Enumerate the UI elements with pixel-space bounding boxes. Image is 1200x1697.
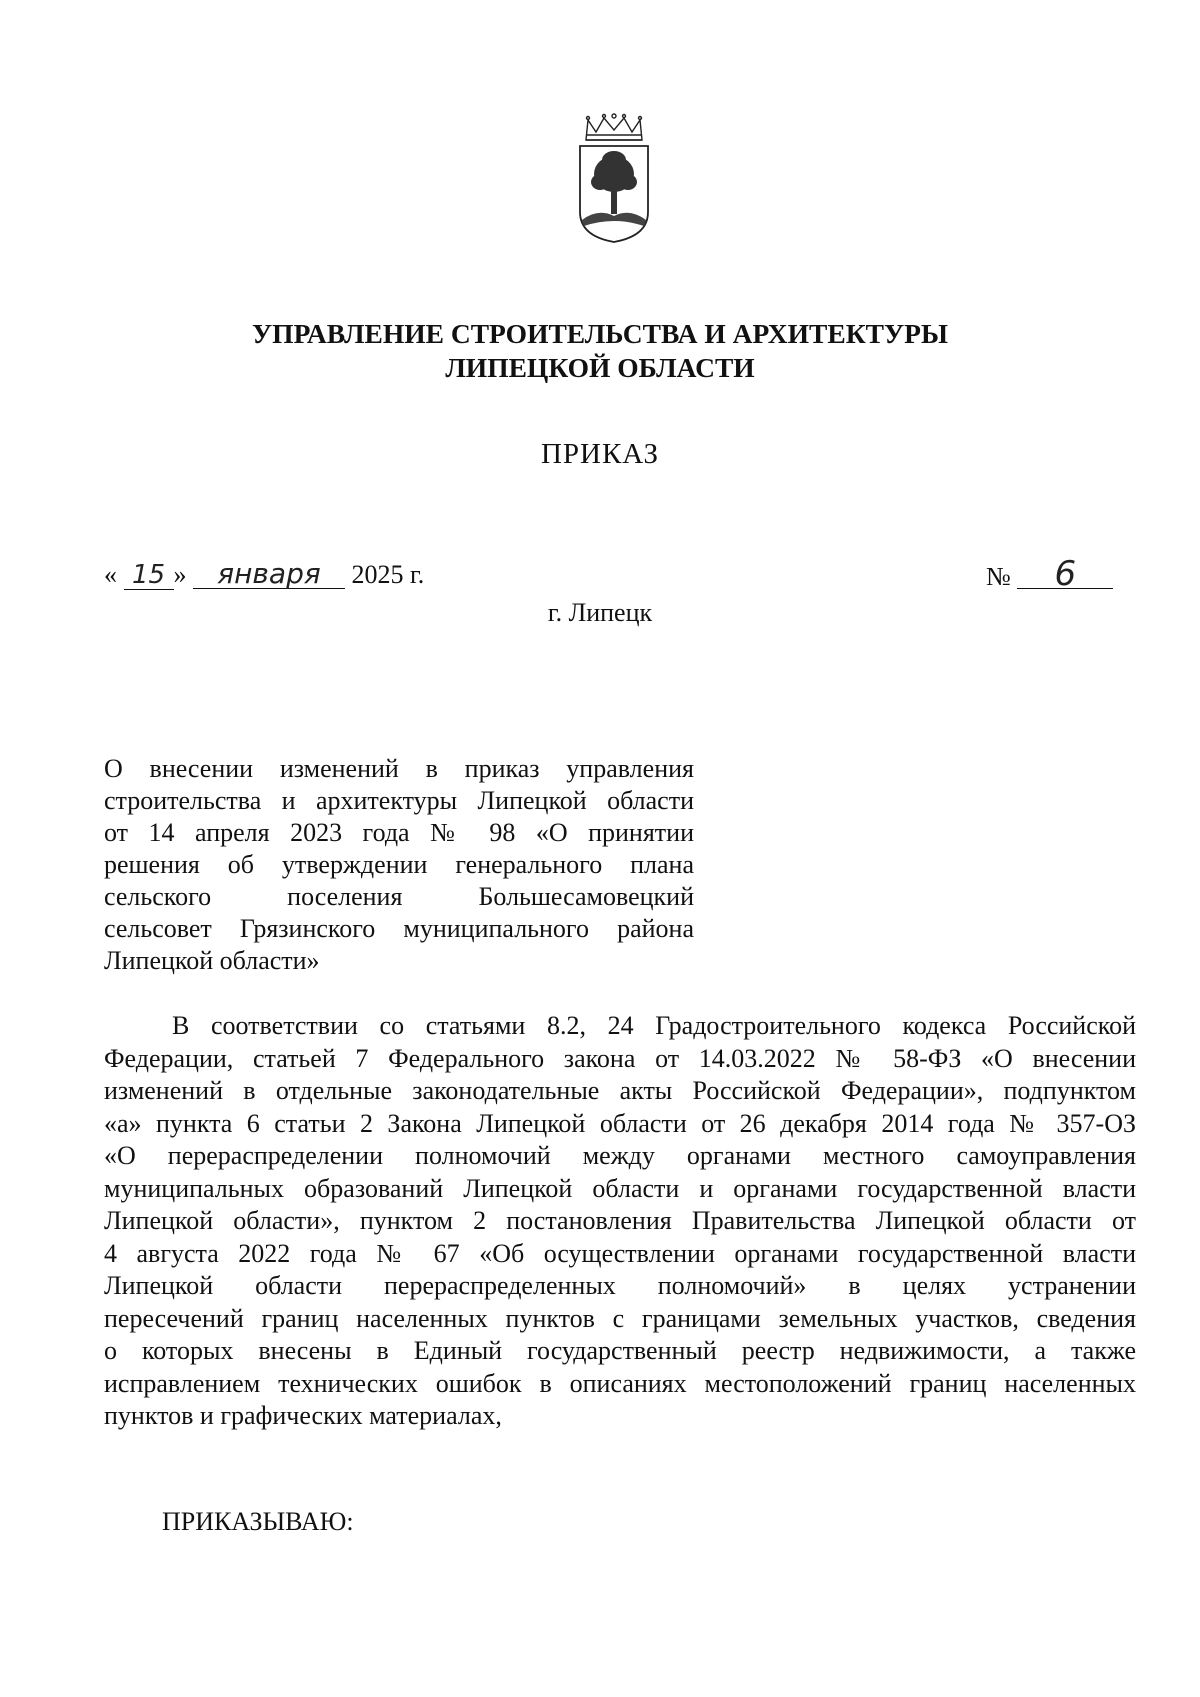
body-line: 4 августа 2022 года № 67 «Об осуществлении органами государственной власти	[104, 1238, 1136, 1268]
date-day-handwritten: 15	[124, 561, 174, 590]
order-word: ПРИКАЗЫВАЮ:	[162, 1507, 354, 1536]
body-line: исправлением технических ошибок в описаниях местоположений границ населенных	[104, 1368, 1136, 1398]
subject-line: строительства и архитектуры Липецкой области	[104, 786, 694, 815]
document-number	[986, 554, 1113, 594]
body-line: о которых внесены в Единый государственный реестр недвижимости, а также	[104, 1336, 1136, 1365]
body-line: пересечений границ населенных пунктов с границами земельных участков, сведения	[104, 1303, 1136, 1333]
organization-name-line2: ЛИПЕЦКОЙ ОБЛАСТИ	[445, 352, 755, 383]
subject-line: сельского поселения Большесамовецкий	[104, 882, 694, 911]
body-paragraph	[104, 1010, 1136, 1433]
number-label: №	[986, 562, 1011, 591]
document-date	[104, 557, 425, 590]
body-line: Липецкой области», пунктом 2 постановления Правительства Липецкой области от	[104, 1206, 1136, 1235]
body-line: муниципальных образований Липецкой области и органами государственной власти	[104, 1173, 1136, 1203]
date-close-quote: »	[173, 560, 187, 589]
body-line: В соответствии со статьями 8.2, 24 Градостроительного кодекса Российской	[172, 1011, 1136, 1040]
subject-line: сельсовет Грязинского муниципального района	[104, 914, 694, 943]
body-line: Липецкой области перераспределенных полномочий» в целях устранении	[104, 1271, 1136, 1300]
document-city: г. Липецк	[547, 598, 653, 627]
subject-line: Липецкой области»	[104, 946, 320, 975]
date-month-handwritten: января	[193, 560, 345, 589]
body-line: изменений в отдельные законодательные акты Российской Федерации», подпунктом	[104, 1076, 1136, 1105]
body-line: пунктов и графических материалах,	[104, 1401, 502, 1430]
date-open-quote: «	[104, 560, 117, 589]
coat-of-arms-icon	[576, 112, 652, 244]
subject-line: решения об утверждении генерального плана	[104, 850, 694, 879]
subject-line: О внесении изменений в приказ управления	[104, 754, 694, 783]
document-subject	[104, 753, 694, 977]
body-line: «а» пункта 6 статьи 2 Закона Липецкой области от 26 декабря 2014 года № 357-ОЗ	[104, 1108, 1136, 1138]
number-value-handwritten: 6	[1017, 560, 1113, 589]
date-year: 2025 г.	[351, 560, 425, 589]
subject-line: от 14 апреля 2023 года № 98 «О принятии	[104, 818, 694, 847]
body-line: «О перераспределении полномочий между органами местного самоуправления	[104, 1141, 1136, 1170]
body-line: Федерации, статьей 7 Федерального закона от 14.03.2022 № 58-ФЗ «О внесении	[104, 1043, 1136, 1073]
document-type-title: ПРИКАЗ	[540, 438, 660, 470]
organization-name-line1: УПРАВЛЕНИЕ СТРОИТЕЛЬСТВА И АРХИТЕКТУРЫ	[252, 318, 948, 349]
